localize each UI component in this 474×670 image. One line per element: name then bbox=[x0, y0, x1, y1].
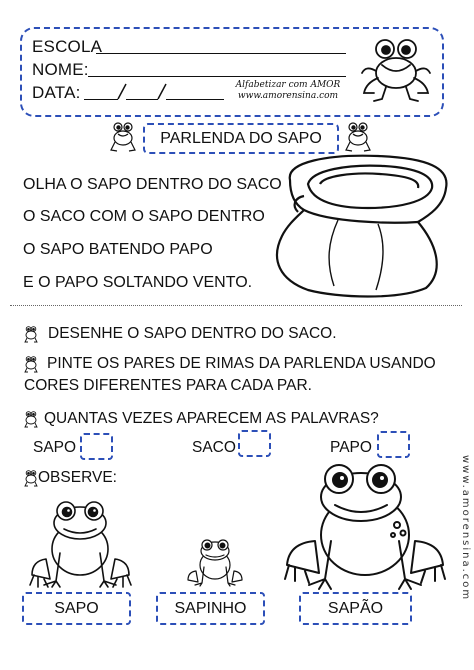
count-label-sapo: SAPO bbox=[33, 439, 77, 456]
label-box-sapo bbox=[22, 592, 131, 625]
poem-line: O SACO COM O SAPO DENTRO bbox=[23, 208, 265, 225]
count-label-saco: SACO bbox=[192, 439, 236, 456]
task-count: QUANTAS VEZES APARECEM AS PALAVRAS? bbox=[44, 410, 379, 427]
frog-icon bbox=[285, 461, 445, 591]
label-sapo: SAPO bbox=[54, 599, 99, 617]
frog-icon bbox=[186, 537, 244, 587]
frog-bullet-icon bbox=[23, 468, 39, 487]
count-box-saco[interactable] bbox=[238, 430, 271, 457]
count-box-sapo[interactable] bbox=[80, 433, 113, 460]
sack-icon bbox=[268, 150, 458, 300]
date-label: DATA: bbox=[32, 83, 81, 102]
watermark: www.amorensina.com bbox=[460, 455, 471, 602]
task-paint-line-1: PINTE OS PARES DE RIMAS DA PARLENDA USANDO bbox=[47, 355, 436, 372]
observe-label: OBSERVE: bbox=[38, 469, 117, 486]
divider bbox=[10, 305, 462, 306]
frog-bullet-icon bbox=[23, 324, 39, 343]
title-text: PARLENDA DO SAPO bbox=[160, 129, 322, 147]
poem-line: O SAPO BATENDO PAPO bbox=[23, 241, 213, 258]
poem-line: OLHA O SAPO DENTRO DO SACO bbox=[23, 176, 282, 193]
credit bbox=[228, 80, 348, 102]
name-label: NOME: bbox=[32, 60, 89, 79]
count-label-papo: PAPO bbox=[330, 439, 372, 456]
label-sapao: SAPÃO bbox=[327, 599, 384, 617]
label-box-sapinho bbox=[156, 592, 265, 625]
count-box-papo[interactable] bbox=[377, 431, 410, 458]
credit-line-1: Alfabetizar com AMOR bbox=[235, 80, 341, 90]
school-label: ESCOLA bbox=[32, 37, 103, 56]
credit-line-2: www.amorensina.com bbox=[237, 91, 339, 101]
frog-icon bbox=[108, 118, 138, 154]
task-paint-line-2: CORES DIFERENTES PARA CADA PAR. bbox=[24, 377, 312, 394]
label-box-sapao bbox=[299, 592, 412, 625]
label-sapinho: SAPINHO bbox=[174, 599, 247, 617]
frog-icon bbox=[28, 497, 133, 589]
frog-bullet-icon bbox=[23, 354, 39, 373]
frog-icon bbox=[343, 118, 373, 154]
frog-bullet-icon bbox=[23, 409, 39, 428]
task-draw: DESENHE O SAPO DENTRO DO SACO. bbox=[48, 325, 337, 342]
frog-icon bbox=[358, 33, 434, 105]
poem-line: E O PAPO SOLTANDO VENTO. bbox=[23, 274, 253, 291]
